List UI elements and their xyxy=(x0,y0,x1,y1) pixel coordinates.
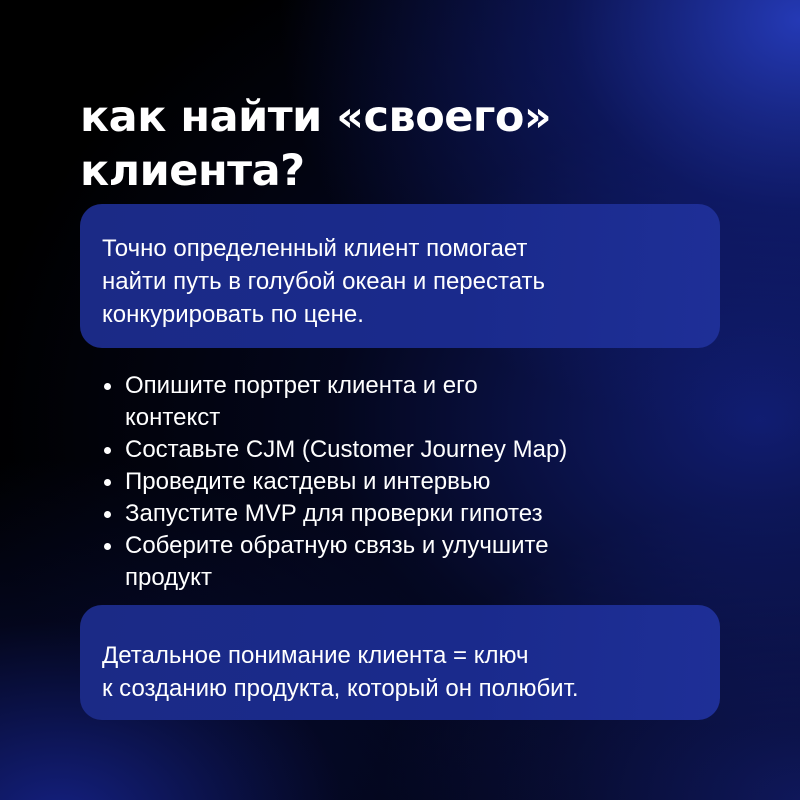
bullet-icon xyxy=(104,479,111,486)
list-item-line: Составьте CJM (Customer Journey Map) xyxy=(125,436,568,463)
conclusion-text xyxy=(102,639,698,705)
title-line: как найти «своего» xyxy=(80,92,552,142)
list-item-line: Запустите MVP для проверки гипотез xyxy=(125,500,543,527)
list-item xyxy=(104,498,724,530)
list-item xyxy=(104,434,724,466)
list-item xyxy=(104,530,724,594)
bullet-icon xyxy=(104,543,111,550)
intro-card xyxy=(80,204,720,348)
list-item-line: контекст xyxy=(125,404,221,431)
bullet-icon xyxy=(104,511,111,518)
intro-text xyxy=(102,232,698,331)
list-item xyxy=(104,370,724,434)
list-item-line: Опишите портрет клиента и его xyxy=(125,372,478,399)
conclusion-card xyxy=(80,605,720,720)
slide-title xyxy=(80,90,740,198)
list-item-line: Соберите обратную связь и улучшите xyxy=(125,532,549,559)
list-item-line: Проведите кастдевы и интервью xyxy=(125,468,491,495)
list-item xyxy=(104,466,724,498)
bullet-icon xyxy=(104,447,111,454)
bullet-icon xyxy=(104,383,111,390)
list-item-line: продукт xyxy=(125,564,212,591)
conclusion-line: Детальное понимание клиента = ключ xyxy=(102,642,529,669)
intro-line: конкурировать по цене. xyxy=(102,301,364,328)
conclusion-line: к созданию продукта, который он полюбит. xyxy=(102,675,579,702)
title-line: клиента? xyxy=(80,146,305,196)
steps-list xyxy=(104,370,724,594)
intro-line: Точно определенный клиент помогает xyxy=(102,235,528,262)
intro-line: найти путь в голубой океан и перестать xyxy=(102,268,546,295)
